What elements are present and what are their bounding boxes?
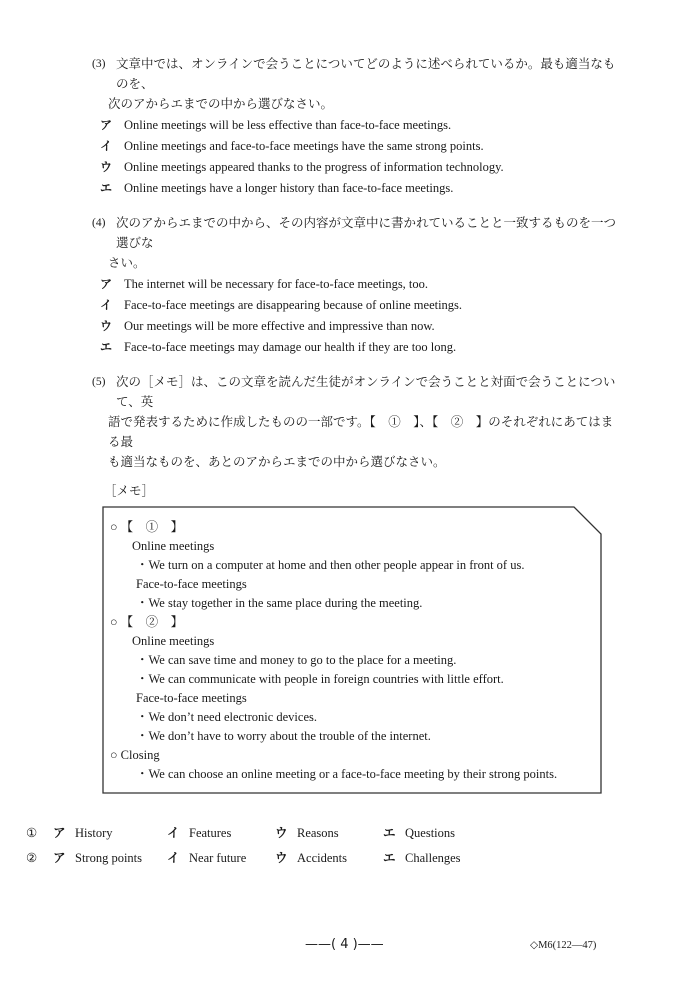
choice-text: Reasons xyxy=(297,826,339,840)
choice-text: Challenges xyxy=(405,851,461,865)
memo-subheading: Face-to-face meetings xyxy=(136,691,247,705)
question-number: (4) xyxy=(92,217,106,229)
question-5-prompt xyxy=(92,372,622,472)
q4-option xyxy=(100,296,622,314)
memo-bullet: ・We don’t need electronic devices. xyxy=(136,710,317,724)
memo-bullet: ・We can choose an online meeting or a face-to-face meeting by their strong points. xyxy=(136,767,558,781)
option-text: Online meetings appeared thanks to the progress of information technology. xyxy=(124,160,504,174)
question-3-prompt xyxy=(92,54,622,114)
q4-option xyxy=(100,275,622,293)
memo-label: ［メモ］ xyxy=(104,484,155,498)
question-4-prompt xyxy=(92,213,622,273)
choice-text: Questions xyxy=(405,826,455,840)
choice-key: ウ xyxy=(275,826,288,840)
choice-key: エ xyxy=(383,851,396,865)
prompt-line: 文章中では、オンラインで会うことについてどのように述べられているか。最も適当なものを、 xyxy=(116,57,616,91)
q3-option xyxy=(100,179,622,197)
option-text: Online meetings will be less effective than face-to-face meetings. xyxy=(124,118,452,132)
q4-options xyxy=(100,275,622,356)
answer-row-2 xyxy=(26,849,526,867)
memo-subheading: Online meetings xyxy=(132,539,215,553)
option-key: ウ xyxy=(100,160,113,174)
q4-option xyxy=(100,338,622,356)
memo-bullet: ・We stay together in the same place during the meeting. xyxy=(136,596,423,610)
memo-bullet: ・We don’t have to worry about the trouble of the internet. xyxy=(136,729,431,743)
choice-text: Features xyxy=(189,826,232,840)
question-5 xyxy=(92,372,622,794)
q3-option xyxy=(100,137,622,155)
question-4 xyxy=(92,213,622,356)
q3-option xyxy=(100,158,622,176)
option-text: Face-to-face meetings may damage our health if they are too long. xyxy=(124,340,457,354)
choice-key: ア xyxy=(53,826,66,840)
option-text: Online meetings have a longer history than face-to-face meetings. xyxy=(124,181,454,195)
q3-options xyxy=(100,116,622,197)
blank-number: ② xyxy=(26,851,38,865)
option-key: ア xyxy=(100,118,113,132)
prompt-line: 次のアからエまでの中から選びなさい。 xyxy=(108,97,334,111)
page-footer xyxy=(0,937,680,967)
memo-heading-2: ○ 【 ② 】 xyxy=(110,615,184,629)
q3-option xyxy=(100,116,622,134)
choice-key: イ xyxy=(167,826,180,840)
choice-key: ウ xyxy=(275,851,288,865)
question-3 xyxy=(92,54,622,197)
option-key: ア xyxy=(100,277,113,291)
option-key: エ xyxy=(100,181,113,195)
option-text: Our meetings will be more effective and impressive than now. xyxy=(124,319,435,333)
memo-bullet: ・We can communicate with people in foreign countries with little effort. xyxy=(136,672,504,686)
option-key: ウ xyxy=(100,319,113,333)
exam-code: ◇M6(122—47) xyxy=(530,940,597,951)
memo-box xyxy=(102,506,602,794)
option-text: Face-to-face meetings are disappearing because of online meetings. xyxy=(124,298,463,312)
answer-choices xyxy=(26,824,526,867)
option-key: エ xyxy=(100,340,113,354)
choice-text: History xyxy=(75,826,113,840)
choice-text: Accidents xyxy=(297,851,347,865)
memo-subheading: Online meetings xyxy=(132,634,215,648)
prompt-line: 語で発表するために作成したものの一部です。【 ① 】、【 ② 】のそれぞれにあてはまる最 xyxy=(108,415,614,449)
choice-text: Near future xyxy=(189,851,247,865)
memo-bullet: ・We turn on a computer at home and then other people appear in front of us. xyxy=(136,558,525,572)
choice-text: Strong points xyxy=(75,851,143,865)
answer-row-1 xyxy=(26,824,526,842)
memo-bullet: ・We can save time and money to go to the place for a meeting. xyxy=(136,653,457,667)
prompt-line: も適当なものを、あとのアからエまでの中から選びなさい。 xyxy=(108,455,446,469)
question-number: (5) xyxy=(92,376,106,388)
choice-key: イ xyxy=(167,851,180,865)
option-key: イ xyxy=(100,298,113,312)
prompt-line: 次の［メモ］は、この文章を読んだ生徒がオンラインで会うことと対面で会うことについて、英 xyxy=(116,375,616,409)
memo-subheading: Face-to-face meetings xyxy=(136,577,247,591)
memo-heading-1: ○ 【 ① 】 xyxy=(110,520,184,534)
option-text: The internet will be necessary for face-to-face meetings, too. xyxy=(124,277,429,291)
option-text: Online meetings and face-to-face meetings have the same strong points. xyxy=(124,139,484,153)
page-number: ——( 4 )—— xyxy=(305,937,384,952)
prompt-line: さい。 xyxy=(108,256,146,270)
choice-key: ア xyxy=(53,851,66,865)
memo-heading-3: ○ Closing xyxy=(110,748,160,762)
question-number: (3) xyxy=(92,58,106,70)
prompt-line: 次のアからエまでの中から、その内容が文章中に書かれていることと一致するものを一つ選びな xyxy=(116,216,617,250)
blank-number: ① xyxy=(26,826,38,840)
q4-option xyxy=(100,317,622,335)
choice-key: エ xyxy=(383,826,396,840)
option-key: イ xyxy=(100,139,113,153)
